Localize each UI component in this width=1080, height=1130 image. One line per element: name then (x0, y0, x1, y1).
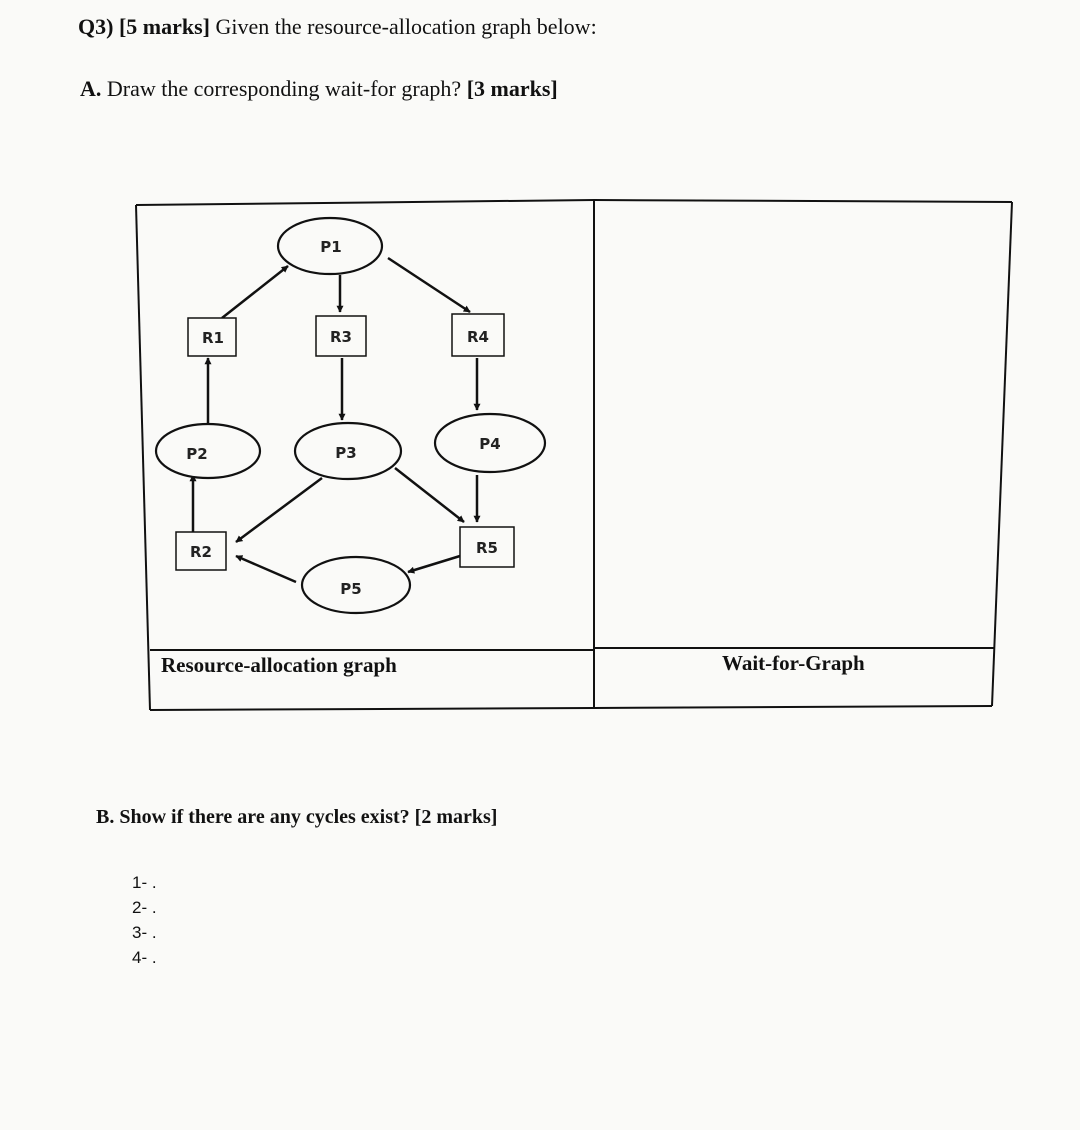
label-r5: R5 (476, 539, 498, 557)
right-caption: Wait-for-Graph (722, 651, 865, 675)
graph-edges (193, 258, 477, 582)
label-p2: P2 (186, 445, 208, 463)
answer-list (132, 870, 157, 970)
question-marks: [5 marks] (118, 14, 210, 39)
table-borders (136, 200, 1012, 710)
label-p4: P4 (479, 435, 501, 453)
left-caption: Resource-allocation graph (161, 653, 397, 677)
node-p2 (156, 424, 260, 478)
part-a-text: Draw the corresponding wait-for graph? (106, 76, 462, 101)
label-r4: R4 (467, 328, 489, 346)
part-b-heading (96, 806, 497, 829)
answer-line-3: 3- . (132, 923, 157, 942)
label-p1: P1 (320, 238, 342, 256)
part-a-marks: [3 marks] (466, 76, 558, 101)
part-b-marks: [2 marks] (414, 806, 498, 828)
part-b-label: B. (96, 806, 115, 828)
part-a-label: A. (80, 76, 102, 101)
edge-p5-r2 (236, 556, 296, 582)
edge-p3-r5 (395, 468, 464, 522)
answer-line-2: 2- . (132, 898, 157, 917)
edge-p1-r4 (388, 258, 470, 312)
question-number: Q3) (78, 14, 114, 39)
label-p3: P3 (335, 444, 357, 462)
label-p5: P5 (340, 580, 362, 598)
answer-line-1: 1- . (132, 873, 157, 892)
edge-r5-p5 (408, 556, 460, 572)
edge-r1-p1 (222, 266, 288, 318)
edge-p3-r2 (236, 478, 322, 542)
label-r1: R1 (202, 329, 224, 347)
label-r3: R3 (330, 328, 352, 346)
question-prompt: Given the resource-allocation graph below: (215, 14, 597, 39)
label-r2: R2 (190, 543, 212, 561)
part-b-text: Show if there are any cycles exist? (119, 806, 410, 828)
node-labels (186, 238, 500, 598)
answer-line-4: 4- . (132, 948, 157, 967)
